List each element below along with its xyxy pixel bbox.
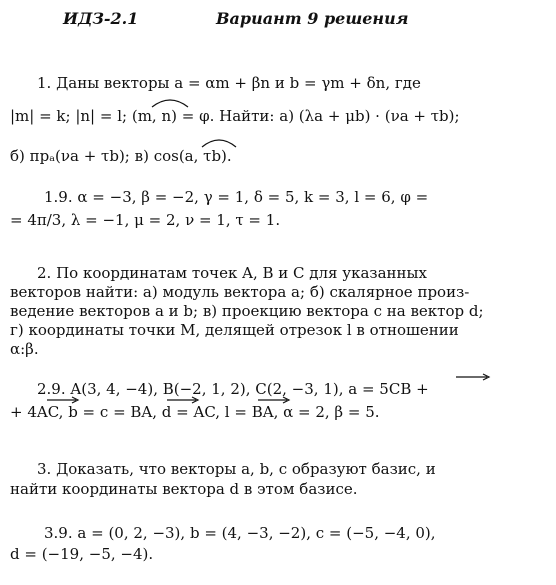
task2-data-line-2: + 4AC, b = c = BA, d = AC, l = BA, α = 2, β = 5. [10,403,380,421]
angle-arc-a-tb [200,136,238,148]
task2-line-5: α:β. [10,340,39,358]
task2-line-2: векторов найти: а) модуль вектора a; б) скалярное произ- [10,283,470,301]
task2-line-1: 2. По координатам точек A, B и C для указанных [37,264,427,282]
task1-line-2: |m| = k; |n| = l; (m, n) = φ. Найти: а) (λa + μb) · (νa + τb); [10,107,460,125]
task1-data-line-1: 1.9. α = −3, β = −2, γ = 1, δ = 5, k = 3, l = 6, φ = [44,188,429,206]
task3-line-1: 3. Доказать, что векторы a, b, c образуют базис, и [37,460,436,478]
variant-title: Вариант 9 решения [216,9,409,28]
angle-arc-mn [150,96,190,108]
task3-data-line-2: d = (−19, −5, −4). [10,545,154,563]
vector-arrow-cb [455,372,491,382]
task2-line-4: г) координаты точки M, делящей отрезок l в отношении [10,321,459,339]
task1-data-line-2: = 4π/3, λ = −1, μ = 2, ν = 1, τ = 1. [10,211,281,229]
vector-arrow-ba [166,395,200,405]
vector-arrow-ac-2 [257,395,291,405]
vector-arrow-ac-1 [46,395,80,405]
task3-data-line-1: 3.9. a = (0, 2, −3), b = (4, −3, −2), c = (−5, −4, 0), [44,524,436,542]
task2-line-3: ведение векторов a и b; в) проекцию вектора c на вектор d; [10,302,484,320]
task1-line-3: б) прₐ(νa + τb); в) cos(a, τb). [10,147,232,165]
task1-line-1: 1. Даны векторы a = αm + βn и b = γm + δn, где [37,74,421,92]
task3-line-2: найти координаты вектора d в этом базисе. [10,480,358,498]
task2-data-line-1: 2.9. A(3, 4, −4), B(−2, 1, 2), C(2, −3, 1), a = 5CB + [37,380,429,398]
assignment-title: ИДЗ-2.1 [63,9,139,28]
